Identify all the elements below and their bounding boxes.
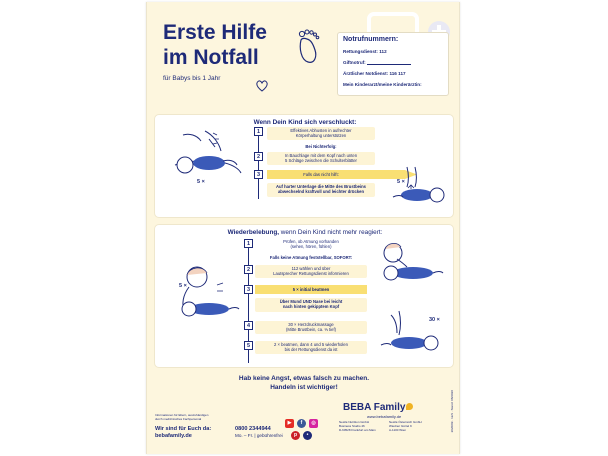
choking-step-1: Effektives Abhusten in aufrechter Körperhaltung unterstützen (267, 127, 375, 140)
brand-url: www.bebafamily.de (367, 414, 402, 419)
contact-phone: 0800 2344944 (235, 426, 271, 432)
cpr-if-no-breathing-note: Falls keine Atmung feststellbar, SOFORT: (269, 255, 353, 260)
cpr-step-4: 30 × Herzdruckmassage (Mitte Brustbein, ca. ⅓ tief) (255, 321, 367, 334)
emergency-line-poison (343, 60, 411, 65)
facebook-icon: f (297, 419, 306, 428)
choking-heading: Wenn Dein Kind sich verschluckt: (253, 119, 357, 126)
choking-step-3: Falls das nicht hilft: (303, 171, 339, 177)
messenger-icon: • (303, 431, 312, 440)
cpr-airway-instruction: Über Mund UND Nase bei leicht nach hinten gekipptem Kopf (255, 298, 367, 312)
brand-logo (343, 402, 413, 413)
cpr-step-5-number: 5 (244, 341, 253, 350)
cpr-count-right: 30 × (429, 317, 440, 323)
choking-step-2: In Bauchlage mit dem Kopf nach unten 5 Schläge zwischen die Schulterblätter (267, 152, 375, 165)
baby-foot-icon (295, 26, 325, 66)
rescue-breath-illustration (169, 265, 241, 321)
cpr-step-5: 2 × beatmen, dann 4 und 5 wiederholen bis der Rettungsdienst da ist (255, 341, 367, 354)
pinterest-icon: p (291, 431, 300, 440)
heart-icon (255, 79, 269, 92)
motto-text: Hab keine Angst, etwas falsch zu machen. Handeln ist wichtiger! (238, 375, 370, 391)
choking-step-2-number: 2 (254, 152, 263, 161)
poster-title (163, 20, 267, 70)
cpr-step-2-number: 2 (244, 265, 253, 274)
brand-swoosh-icon (406, 403, 413, 410)
emergency-line-text: Rettungsdienst: 112 (343, 49, 387, 54)
choking-press-instruction: Auf harter Unterlage die Mitte des Brustbeins abwechselnd kraftvoll und leichter drücken (267, 183, 375, 197)
poster-subtitle: für Babys bis 1 Jahr (163, 75, 221, 82)
cpr-step-4-number: 4 (244, 321, 253, 330)
fill-in-rule (367, 64, 411, 65)
emergency-numbers-title: Notrufnummern: (343, 36, 399, 43)
brand-name: BEBA Family (343, 402, 406, 413)
choking-count-right: 5 × (397, 179, 405, 185)
cpr-step-2-text: 112 wählen und über Lautsprecher Rettungsdienst informieren (273, 266, 349, 277)
cpr-step-1: Prüfen, ob Atmung vorhanden (sehen, hören, fühlen) (283, 239, 339, 250)
cpr-step-2 (255, 265, 367, 278)
emergency-line-text: Ärztlicher Notdienst: 116 117 (343, 71, 406, 76)
choking-step-3-number: 3 (254, 170, 263, 179)
choking-section (154, 114, 454, 218)
emergency-line-doctor-service (343, 71, 406, 76)
choking-count-left: 5 × (197, 179, 205, 185)
cpr-step-3-number: 3 (244, 285, 253, 294)
choking-step-1-number: 1 (254, 127, 263, 136)
address-austria: Nestlé Österreich GmbH Wiedner Gürtel 9 A-1100 Wien (389, 420, 422, 432)
title-line-1: Erste Hilfe (163, 21, 267, 44)
print-code: 2020/09 · 12/3 · Stand: 08/2020 (450, 390, 454, 433)
emergency-line-text: Mein Kinderarzt/meine Kinderärztin: (343, 82, 422, 87)
title-line-2: im Notfall (163, 46, 259, 69)
cpr-heading (155, 229, 455, 236)
contact-hours: Mo. – Fr. | gebührenfrei (235, 433, 283, 438)
emergency-line-ambulance (343, 49, 387, 54)
contact-heading: Wir sind für Euch da: (155, 426, 212, 432)
emergency-line-text: Giftnotruf: (343, 60, 366, 65)
chest-press-illustration (387, 165, 449, 211)
cpr-count-left: 5 × (179, 283, 187, 289)
cpr-heading-bold: Wiederbelebung, (227, 229, 280, 236)
instagram-icon: ◎ (309, 419, 318, 428)
youtube-icon: ▶ (285, 419, 294, 428)
contact-website: bebafamily.de (155, 433, 192, 439)
cpr-section (154, 224, 454, 368)
emergency-numbers-card (337, 32, 449, 96)
footer-fineprint: Informationen für Eltern, auszuhändigen durch medizinisches Fachpersonal (155, 413, 209, 421)
cpr-step-1-number: 1 (244, 239, 253, 248)
cpr-heading-rest: wenn Dein Kind nicht mehr reagiert: (279, 229, 383, 236)
cpr-step-3: 5 × initial beatmen (292, 286, 330, 292)
address-germany: Nestlé Nutrition GmbH Business Studio 46 D-60528 Frankfurt am Main (339, 420, 376, 432)
back-blows-illustration (169, 125, 251, 191)
choking-if-failed-note: Bei Nichterfolg: (305, 144, 337, 149)
first-aid-poster (146, 2, 460, 454)
check-breathing-illustration (377, 239, 447, 287)
emergency-line-pediatrician (343, 82, 422, 87)
step-connector-line (258, 127, 259, 199)
